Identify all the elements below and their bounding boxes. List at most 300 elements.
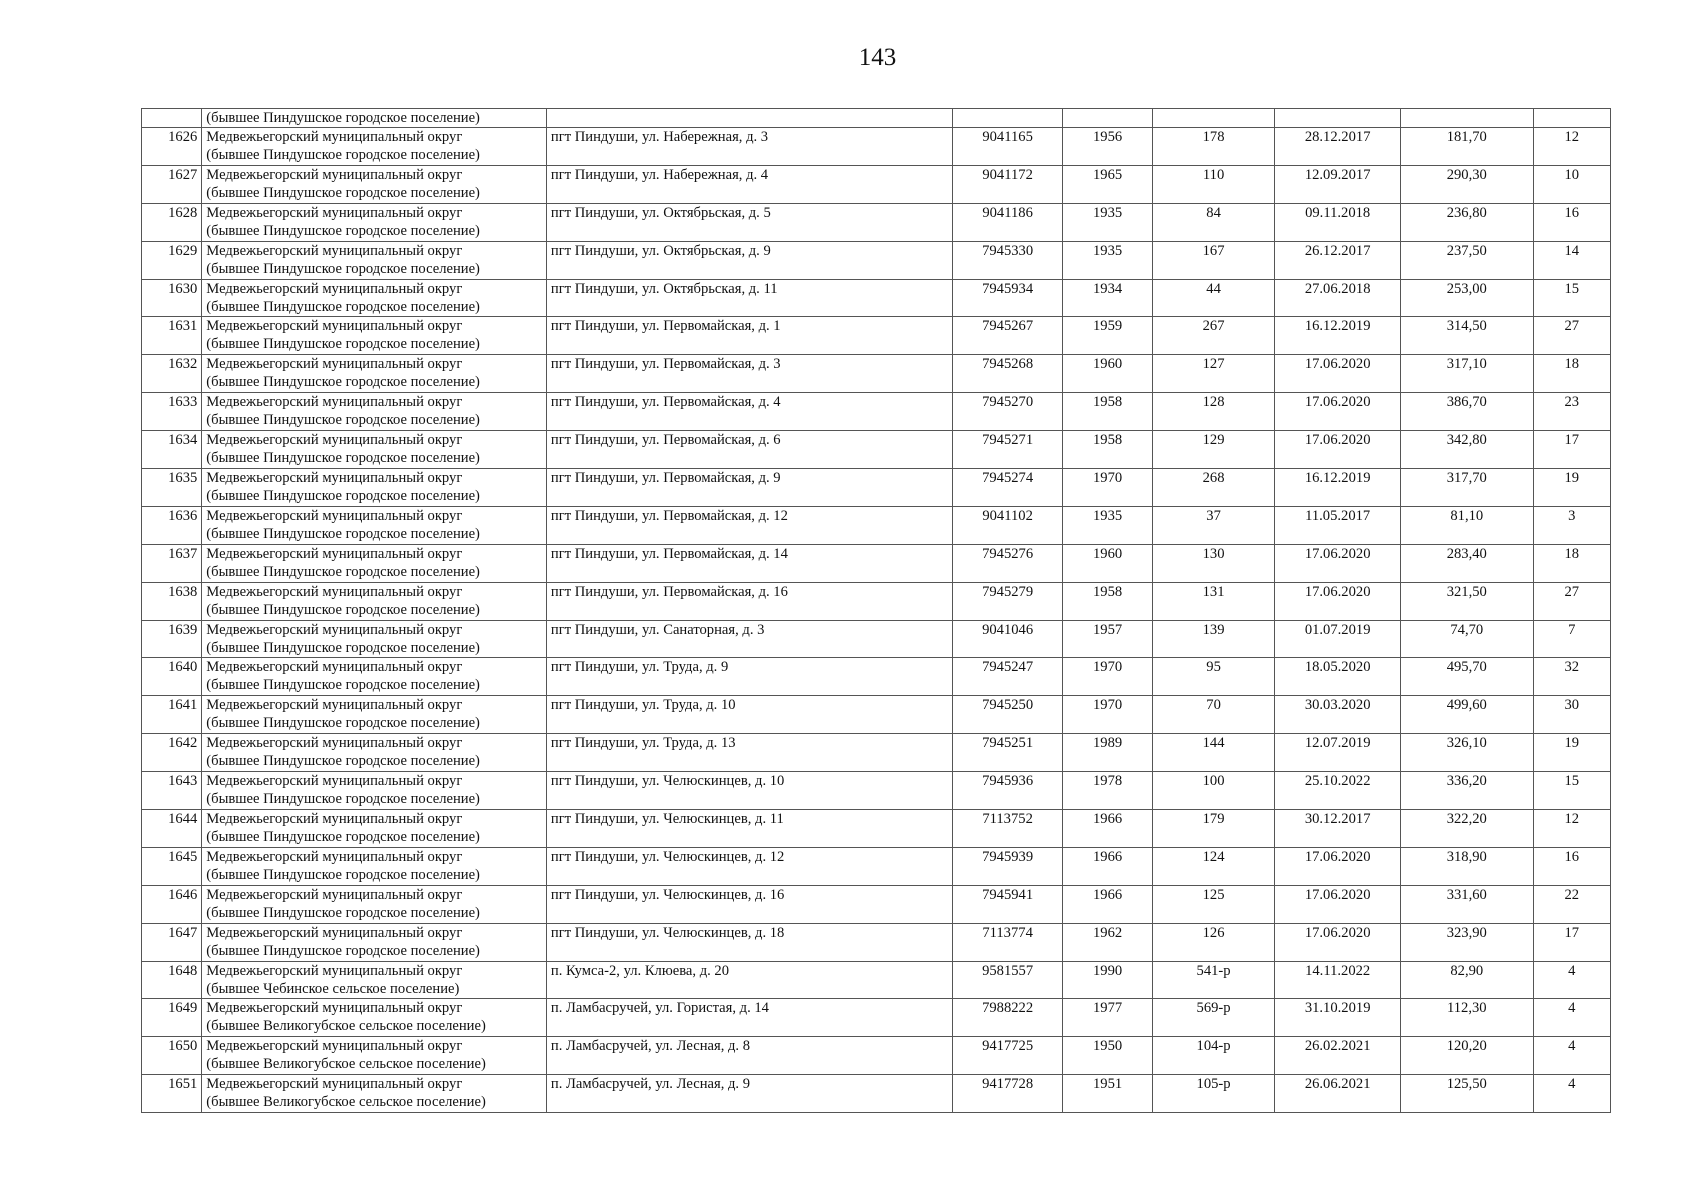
cell-address: пгт Пиндуши, ул. Первомайская, д. 16 [546,582,952,620]
cell-number: 1645 [142,847,202,885]
cell-number: 1632 [142,355,202,393]
cell-code: 7945279 [952,582,1063,620]
cell-date: 17.06.2020 [1275,355,1401,393]
district-former-settlement: (бывшее Пиндушское городское поселение) [206,677,480,694]
district-name: Медвежьегорский муниципальный округ [206,1000,463,1017]
cell-code: 9581557 [952,961,1063,999]
cell-document-number: 125 [1152,885,1275,923]
district-former-settlement: (бывшее Пиндушское городское поселение) [206,336,480,353]
cell-district [202,431,547,469]
cell-count: 12 [1533,128,1610,166]
cell-date: 01.07.2019 [1275,620,1401,658]
cell-document-number: 267 [1152,317,1275,355]
table-row [142,999,1611,1037]
cell-count: 4 [1533,1075,1610,1113]
cell-code: 7945247 [952,658,1063,696]
cell-number: 1649 [142,999,202,1037]
cell-area: 253,00 [1400,279,1533,317]
district-name: Медвежьегорский муниципальный округ [206,242,463,259]
cell-count: 18 [1533,544,1610,582]
cell-code: 7945274 [952,469,1063,507]
cell-district [202,961,547,999]
cell-code: 7945276 [952,544,1063,582]
cell-address: пгт Пиндуши, ул. Набережная, д. 3 [546,128,952,166]
cell-document-number: 124 [1152,847,1275,885]
cell-area: 74,70 [1400,620,1533,658]
cell-number: 1629 [142,241,202,279]
cell-area: 323,90 [1400,923,1533,961]
cell-count: 27 [1533,317,1610,355]
cell-date: 26.12.2017 [1275,241,1401,279]
cell-year: 1959 [1063,317,1152,355]
district-former-settlement: (бывшее Великогубское сельское поселение) [206,1018,486,1035]
cell-address: пгт Пиндуши, ул. Первомайская, д. 12 [546,506,952,544]
cell-date: 16.12.2019 [1275,469,1401,507]
cell-number: 1631 [142,317,202,355]
cell-document-number: 105-р [1152,1075,1275,1113]
cell-count: 16 [1533,203,1610,241]
cell-area: 236,80 [1400,203,1533,241]
cell-document-number: 178 [1152,128,1275,166]
cell-address: пгт Пиндуши, ул. Первомайская, д. 6 [546,431,952,469]
table-row [142,544,1611,582]
cell-number: 1634 [142,431,202,469]
cell-code: 7945250 [952,696,1063,734]
cell-document-number: 130 [1152,544,1275,582]
cell-district [202,734,547,772]
cell-district [202,885,547,923]
cell-address: п. Кумса-2, ул. Клюева, д. 20 [546,961,952,999]
cell-date: 17.06.2020 [1275,431,1401,469]
cell-document-number: 128 [1152,393,1275,431]
cell-code: 7945268 [952,355,1063,393]
cell-number: 1638 [142,582,202,620]
district-former-settlement: (бывшее Пиндушское городское поселение) [206,715,480,732]
district-name: Медвежьегорский муниципальный округ [206,811,463,828]
cell-district [202,469,547,507]
cell-area: 237,50 [1400,241,1533,279]
district-name: Медвежьегорский муниципальный округ [206,470,463,487]
district-name: Медвежьегорский муниципальный округ [206,280,463,297]
district-former-settlement: (бывшее Чебинское сельское поселение) [206,980,460,997]
cell-address: пгт Пиндуши, ул. Труда, д. 13 [546,734,952,772]
cell-number: 1648 [142,961,202,999]
cell-area: 125,50 [1400,1075,1533,1113]
cell-code: 7113752 [952,810,1063,848]
cell-year: 1962 [1063,923,1152,961]
cell-district [202,810,547,848]
cell-count: 15 [1533,772,1610,810]
cell-document-number: 541-р [1152,961,1275,999]
district-former-settlement: (бывшее Пиндушское городское поселение) [206,942,480,959]
cell-date: 31.10.2019 [1275,999,1401,1037]
table-row [142,847,1611,885]
cell-area: 317,10 [1400,355,1533,393]
district-name: Медвежьегорский муниципальный округ [206,621,463,638]
cell-date: 30.12.2017 [1275,810,1401,848]
cell-year: 1958 [1063,393,1152,431]
district-former-settlement: (бывшее Пиндушское городское поселение) [206,412,480,429]
district-former-settlement: (бывшее Великогубское сельское поселение) [206,1056,486,1073]
cell-area [1400,109,1533,128]
cell-date [1275,109,1401,128]
cell-code: 7945251 [952,734,1063,772]
cell-document-number: 268 [1152,469,1275,507]
cell-code: 7945939 [952,847,1063,885]
table-row [142,355,1611,393]
cell-date: 28.12.2017 [1275,128,1401,166]
cell-date: 12.07.2019 [1275,734,1401,772]
table-row [142,885,1611,923]
cell-district [202,923,547,961]
cell-date: 17.06.2020 [1275,544,1401,582]
district-former-settlement: (бывшее Пиндушское городское поселение) [206,639,480,656]
cell-date: 12.09.2017 [1275,165,1401,203]
cell-address: пгт Пиндуши, ул. Первомайская, д. 4 [546,393,952,431]
cell-year: 1956 [1063,128,1152,166]
cell-code: 9041102 [952,506,1063,544]
cell-year: 1957 [1063,620,1152,658]
cell-area: 499,60 [1400,696,1533,734]
table-row [142,431,1611,469]
cell-number: 1642 [142,734,202,772]
district-former-settlement: (бывшее Пиндушское городское поселение) [206,374,480,391]
cell-year: 1965 [1063,165,1152,203]
cell-count: 3 [1533,506,1610,544]
table-row [142,734,1611,772]
cell-number: 1639 [142,620,202,658]
cell-area: 112,30 [1400,999,1533,1037]
cell-code [952,109,1063,128]
district-former-settlement: (бывшее Пиндушское городское поселение) [206,904,480,921]
cell-district [202,582,547,620]
cell-date: 17.06.2020 [1275,393,1401,431]
cell-number: 1628 [142,203,202,241]
district-former-settlement: (бывшее Пиндушское городское поселение) [206,829,480,846]
district-name: Медвежьегорский муниципальный округ [206,1076,463,1093]
cell-district [202,109,547,128]
district-name: Медвежьегорский муниципальный округ [206,166,463,183]
cell-area: 318,90 [1400,847,1533,885]
cell-district [202,203,547,241]
cell-document-number: 569-р [1152,999,1275,1037]
cell-district [202,241,547,279]
cell-count: 15 [1533,279,1610,317]
cell-code: 9041165 [952,128,1063,166]
cell-area: 386,70 [1400,393,1533,431]
cell-number: 1627 [142,165,202,203]
cell-year: 1966 [1063,885,1152,923]
cell-area: 322,20 [1400,810,1533,848]
cell-code: 9417725 [952,1037,1063,1075]
cell-code: 7113774 [952,923,1063,961]
cell-address: пгт Пиндуши, ул. Челюскинцев, д. 16 [546,885,952,923]
cell-document-number: 129 [1152,431,1275,469]
cell-area: 317,70 [1400,469,1533,507]
district-former-settlement: (бывшее Пиндушское городское поселение) [206,147,480,163]
cell-document-number: 44 [1152,279,1275,317]
table-row [142,1037,1611,1075]
cell-year: 1990 [1063,961,1152,999]
district-name: Медвежьегорский муниципальный округ [206,432,463,449]
cell-district [202,620,547,658]
district-former-settlement: (бывшее Пиндушское городское поселение) [206,110,480,126]
cell-count: 22 [1533,885,1610,923]
district-former-settlement: (бывшее Пиндушское городское поселение) [206,488,480,505]
cell-year: 1960 [1063,544,1152,582]
district-name: Медвежьегорский муниципальный округ [206,204,463,221]
cell-area: 290,30 [1400,165,1533,203]
cell-number: 1651 [142,1075,202,1113]
cell-district [202,393,547,431]
cell-year: 1977 [1063,999,1152,1037]
cell-area: 336,20 [1400,772,1533,810]
cell-address: п. Ламбасручей, ул. Гористая, д. 14 [546,999,952,1037]
cell-year [1063,109,1152,128]
cell-number: 1637 [142,544,202,582]
cell-document-number: 104-р [1152,1037,1275,1075]
cell-number [142,109,202,128]
cell-date: 09.11.2018 [1275,203,1401,241]
cell-document-number: 167 [1152,241,1275,279]
cell-code: 9041046 [952,620,1063,658]
cell-address: пгт Пиндуши, ул. Октябрьская, д. 9 [546,241,952,279]
district-name: Медвежьегорский муниципальный округ [206,924,463,941]
cell-code: 9041186 [952,203,1063,241]
table-row [142,469,1611,507]
cell-document-number: 126 [1152,923,1275,961]
cell-number: 1647 [142,923,202,961]
table-row [142,961,1611,999]
table-row [142,582,1611,620]
cell-address: пгт Пиндуши, ул. Первомайская, д. 1 [546,317,952,355]
cell-document-number: 139 [1152,620,1275,658]
cell-date: 30.03.2020 [1275,696,1401,734]
cell-address: п. Ламбасручей, ул. Лесная, д. 8 [546,1037,952,1075]
district-name: Медвежьегорский муниципальный округ [206,848,463,865]
cell-address: пгт Пиндуши, ул. Первомайская, д. 9 [546,469,952,507]
table-row [142,165,1611,203]
cell-year: 1989 [1063,734,1152,772]
cell-code: 7945271 [952,431,1063,469]
cell-date: 26.02.2021 [1275,1037,1401,1075]
table-row [142,279,1611,317]
district-former-settlement: (бывшее Великогубское сельское поселение) [206,1094,486,1111]
cell-address: пгт Пиндуши, ул. Первомайская, д. 14 [546,544,952,582]
district-former-settlement: (бывшее Пиндушское городское поселение) [206,601,480,618]
table-body [142,109,1611,1113]
cell-year: 1935 [1063,203,1152,241]
cell-area: 181,70 [1400,128,1533,166]
table-row [142,241,1611,279]
cell-number: 1633 [142,393,202,431]
district-former-settlement: (бывшее Пиндушское городское поселение) [206,525,480,542]
cell-count: 4 [1533,961,1610,999]
cell-document-number: 144 [1152,734,1275,772]
cell-address: пгт Пиндуши, ул. Челюскинцев, д. 10 [546,772,952,810]
cell-code: 7945330 [952,241,1063,279]
table-row [142,810,1611,848]
cell-number: 1643 [142,772,202,810]
cell-count: 23 [1533,393,1610,431]
cell-document-number: 131 [1152,582,1275,620]
table-row [142,923,1611,961]
district-name: Медвежьегорский муниципальный округ [206,545,463,562]
cell-district [202,355,547,393]
page-number: 143 [858,44,897,71]
cell-date: 18.05.2020 [1275,658,1401,696]
table-row [142,203,1611,241]
table-row [142,128,1611,166]
cell-district [202,544,547,582]
table-row [142,620,1611,658]
cell-district [202,128,547,166]
cell-count: 16 [1533,847,1610,885]
cell-code: 7945270 [952,393,1063,431]
cell-code: 9041172 [952,165,1063,203]
district-former-settlement: (бывшее Пиндушское городское поселение) [206,298,480,315]
district-name: Медвежьегорский муниципальный округ [206,356,463,373]
cell-year: 1970 [1063,469,1152,507]
district-name: Медвежьегорский муниципальный округ [206,394,463,411]
cell-address: пгт Пиндуши, ул. Набережная, д. 4 [546,165,952,203]
district-former-settlement: (бывшее Пиндушское городское поселение) [206,222,480,239]
cell-date: 17.06.2020 [1275,582,1401,620]
district-name: Медвежьегорский муниципальный округ [206,697,463,714]
cell-number: 1650 [142,1037,202,1075]
cell-year: 1966 [1063,810,1152,848]
cell-address: п. Ламбасручей, ул. Лесная, д. 9 [546,1075,952,1113]
cell-count: 18 [1533,355,1610,393]
cell-date: 17.06.2020 [1275,923,1401,961]
cell-address: пгт Пиндуши, ул. Санаторная, д. 3 [546,620,952,658]
district-name: Медвежьегорский муниципальный округ [206,507,463,524]
cell-document-number: 110 [1152,165,1275,203]
cell-count: 12 [1533,810,1610,848]
cell-number: 1646 [142,885,202,923]
cell-date: 26.06.2021 [1275,1075,1401,1113]
cell-year: 1935 [1063,506,1152,544]
district-name: Медвежьегорский муниципальный округ [206,962,463,979]
district-name: Медвежьегорский муниципальный округ [206,318,463,335]
cell-number: 1630 [142,279,202,317]
cell-count: 19 [1533,734,1610,772]
table-row [142,772,1611,810]
table-row-continuation [142,109,1611,128]
cell-address: пгт Пиндуши, ул. Первомайская, д. 3 [546,355,952,393]
cell-district [202,317,547,355]
district-former-settlement: (бывшее Пиндушское городское поселение) [206,753,480,770]
cell-document-number: 37 [1152,506,1275,544]
cell-count: 4 [1533,1037,1610,1075]
cell-district [202,1037,547,1075]
cell-district [202,506,547,544]
cell-address: пгт Пиндуши, ул. Челюскинцев, д. 18 [546,923,952,961]
cell-area: 283,40 [1400,544,1533,582]
cell-count [1533,109,1610,128]
cell-year: 1935 [1063,241,1152,279]
cell-count: 30 [1533,696,1610,734]
cell-count: 10 [1533,165,1610,203]
cell-area: 495,70 [1400,658,1533,696]
cell-address: пгт Пиндуши, ул. Челюскинцев, д. 11 [546,810,952,848]
cell-number: 1626 [142,128,202,166]
cell-code: 7945934 [952,279,1063,317]
cell-document-number: 95 [1152,658,1275,696]
cell-code: 7988222 [952,999,1063,1037]
cell-year: 1966 [1063,847,1152,885]
cell-district [202,1075,547,1113]
cell-address: пгт Пиндуши, ул. Труда, д. 10 [546,696,952,734]
cell-year: 1958 [1063,582,1152,620]
cell-document-number [1152,109,1275,128]
cell-date: 11.05.2017 [1275,506,1401,544]
cell-document-number: 70 [1152,696,1275,734]
district-former-settlement: (бывшее Пиндушское городское поселение) [206,563,480,580]
district-former-settlement: (бывшее Пиндушское городское поселение) [206,866,480,883]
cell-year: 1970 [1063,658,1152,696]
cell-number: 1644 [142,810,202,848]
cell-count: 4 [1533,999,1610,1037]
cell-district [202,279,547,317]
district-former-settlement: (бывшее Пиндушское городское поселение) [206,260,480,277]
cell-document-number: 84 [1152,203,1275,241]
cell-count: 27 [1533,582,1610,620]
cell-district [202,999,547,1037]
cell-code: 9417728 [952,1075,1063,1113]
district-name: Медвежьегорский муниципальный округ [206,129,463,145]
cell-year: 1958 [1063,431,1152,469]
cell-address [546,109,952,128]
cell-count: 17 [1533,431,1610,469]
table-row [142,658,1611,696]
table-row [142,1075,1611,1113]
table-row [142,317,1611,355]
table-row [142,393,1611,431]
district-name: Медвежьегорский муниципальный округ [206,583,463,600]
district-name: Медвежьегорский муниципальный округ [206,1038,463,1055]
cell-area: 81,10 [1400,506,1533,544]
cell-address: пгт Пиндуши, ул. Труда, д. 9 [546,658,952,696]
district-name: Медвежьегорский муниципальный округ [206,735,463,752]
cell-area: 120,20 [1400,1037,1533,1075]
housing-registry-table [141,108,1611,1113]
district-former-settlement: (бывшее Пиндушское городское поселение) [206,791,480,808]
cell-document-number: 127 [1152,355,1275,393]
cell-count: 19 [1533,469,1610,507]
cell-date: 14.11.2022 [1275,961,1401,999]
cell-document-number: 100 [1152,772,1275,810]
cell-area: 82,90 [1400,961,1533,999]
cell-district [202,165,547,203]
cell-year: 1960 [1063,355,1152,393]
cell-address: пгт Пиндуши, ул. Октябрьская, д. 11 [546,279,952,317]
table-row [142,696,1611,734]
cell-year: 1970 [1063,696,1152,734]
cell-number: 1640 [142,658,202,696]
cell-count: 14 [1533,241,1610,279]
cell-year: 1978 [1063,772,1152,810]
cell-count: 7 [1533,620,1610,658]
cell-district [202,696,547,734]
cell-number: 1636 [142,506,202,544]
cell-address: пгт Пиндуши, ул. Октябрьская, д. 5 [546,203,952,241]
cell-date: 25.10.2022 [1275,772,1401,810]
cell-area: 342,80 [1400,431,1533,469]
cell-code: 7945941 [952,885,1063,923]
cell-address: пгт Пиндуши, ул. Челюскинцев, д. 12 [546,847,952,885]
cell-date: 17.06.2020 [1275,847,1401,885]
